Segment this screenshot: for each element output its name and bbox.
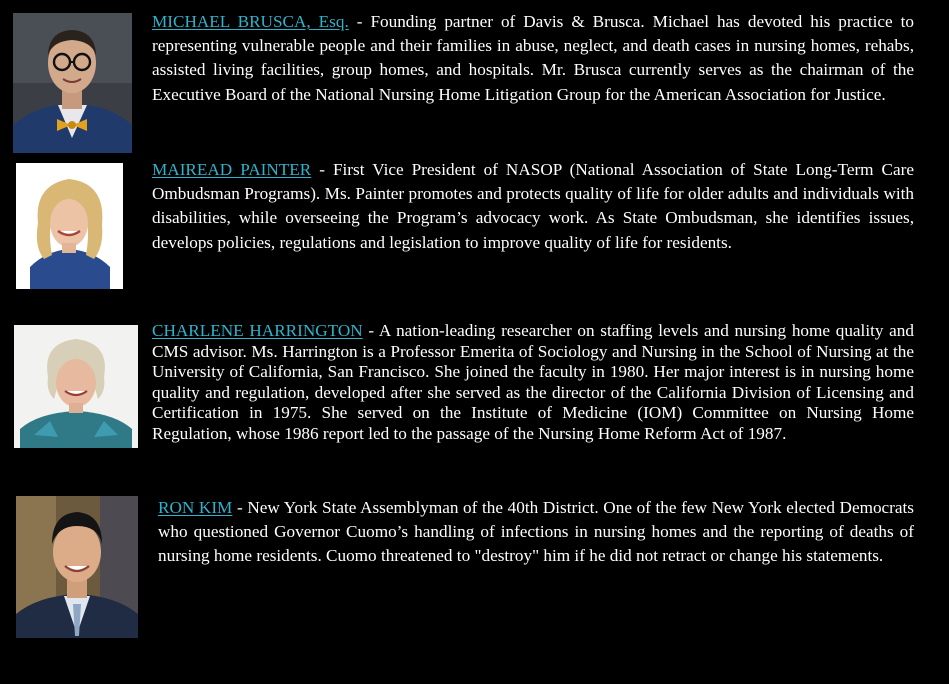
portrait-photo: [16, 496, 138, 638]
bio-text: [152, 321, 914, 445]
name-link[interactable]: MAIREAD PAINTER: [152, 160, 312, 179]
portrait-charlene-harrington-icon: [14, 325, 138, 448]
portrait-michael-brusca-icon: [13, 13, 132, 153]
bio-text: [152, 158, 914, 255]
portrait-mairead-painter-icon: [16, 163, 123, 289]
portrait-ron-kim-icon: [16, 496, 138, 638]
bio-description: - New York State Assemblyman of the 40th District. One of the few New York elected Democrats who questioned Governor Cuomo’s handling of infections in nursing homes and the reporting of deaths of nursing home residents. Cuomo threatened to "destroy" him if he did not retract or change his statements.: [158, 498, 914, 566]
portrait-photo: [16, 163, 123, 289]
name-link[interactable]: MICHAEL BRUSCA, Esq.: [152, 12, 349, 31]
bio-text: [158, 496, 914, 569]
portrait-photo: [14, 325, 138, 448]
name-link[interactable]: RON KIM: [158, 498, 233, 517]
portrait-photo: [13, 13, 132, 153]
bio-text: [152, 10, 914, 107]
bio-description: - A nation-leading researcher on staffing levels and nursing home quality and CMS advisor. Ms. Harrington is a Professor Emerita of Sociology and Nursing in the School of Nursing at the University of California, San Francisco. She joined the faculty in 1980. Her major interest is in nursing home quality and regulation, developed after she served as the director of the California Division of Licensing and Certification in 1975. She served on the Institute of Medicine (IOM) Committee on Nursing Home Regulation, whose 1986 report led to the passage of the Nursing Home Reform Act of 1987.: [152, 321, 914, 443]
bio-description: - Founding partner of Davis & Brusca. Michael has devoted his practice to representing vulnerable people and their families in abuse, neglect, and death cases in nursing homes, rehabs, assisted living facilities, group homes, and hospitals. Mr. Brusca currently serves as the chairman of the Executive Board of the National Nursing Home Litigation Group for the American Association for Justice.: [152, 12, 914, 104]
name-link[interactable]: CHARLENE HARRINGTON: [152, 321, 363, 340]
bio-description: - First Vice President of NASOP (National Association of State Long-Term Care Ombudsman Programs). Ms. Painter promotes and protects quality of life for older adults and individuals with disabilities, while overseeing the Program’s advocacy work. As State Ombudsman, she identifies issues, develops policies, regulations and legislation to improve quality of life for residents.: [152, 160, 915, 252]
